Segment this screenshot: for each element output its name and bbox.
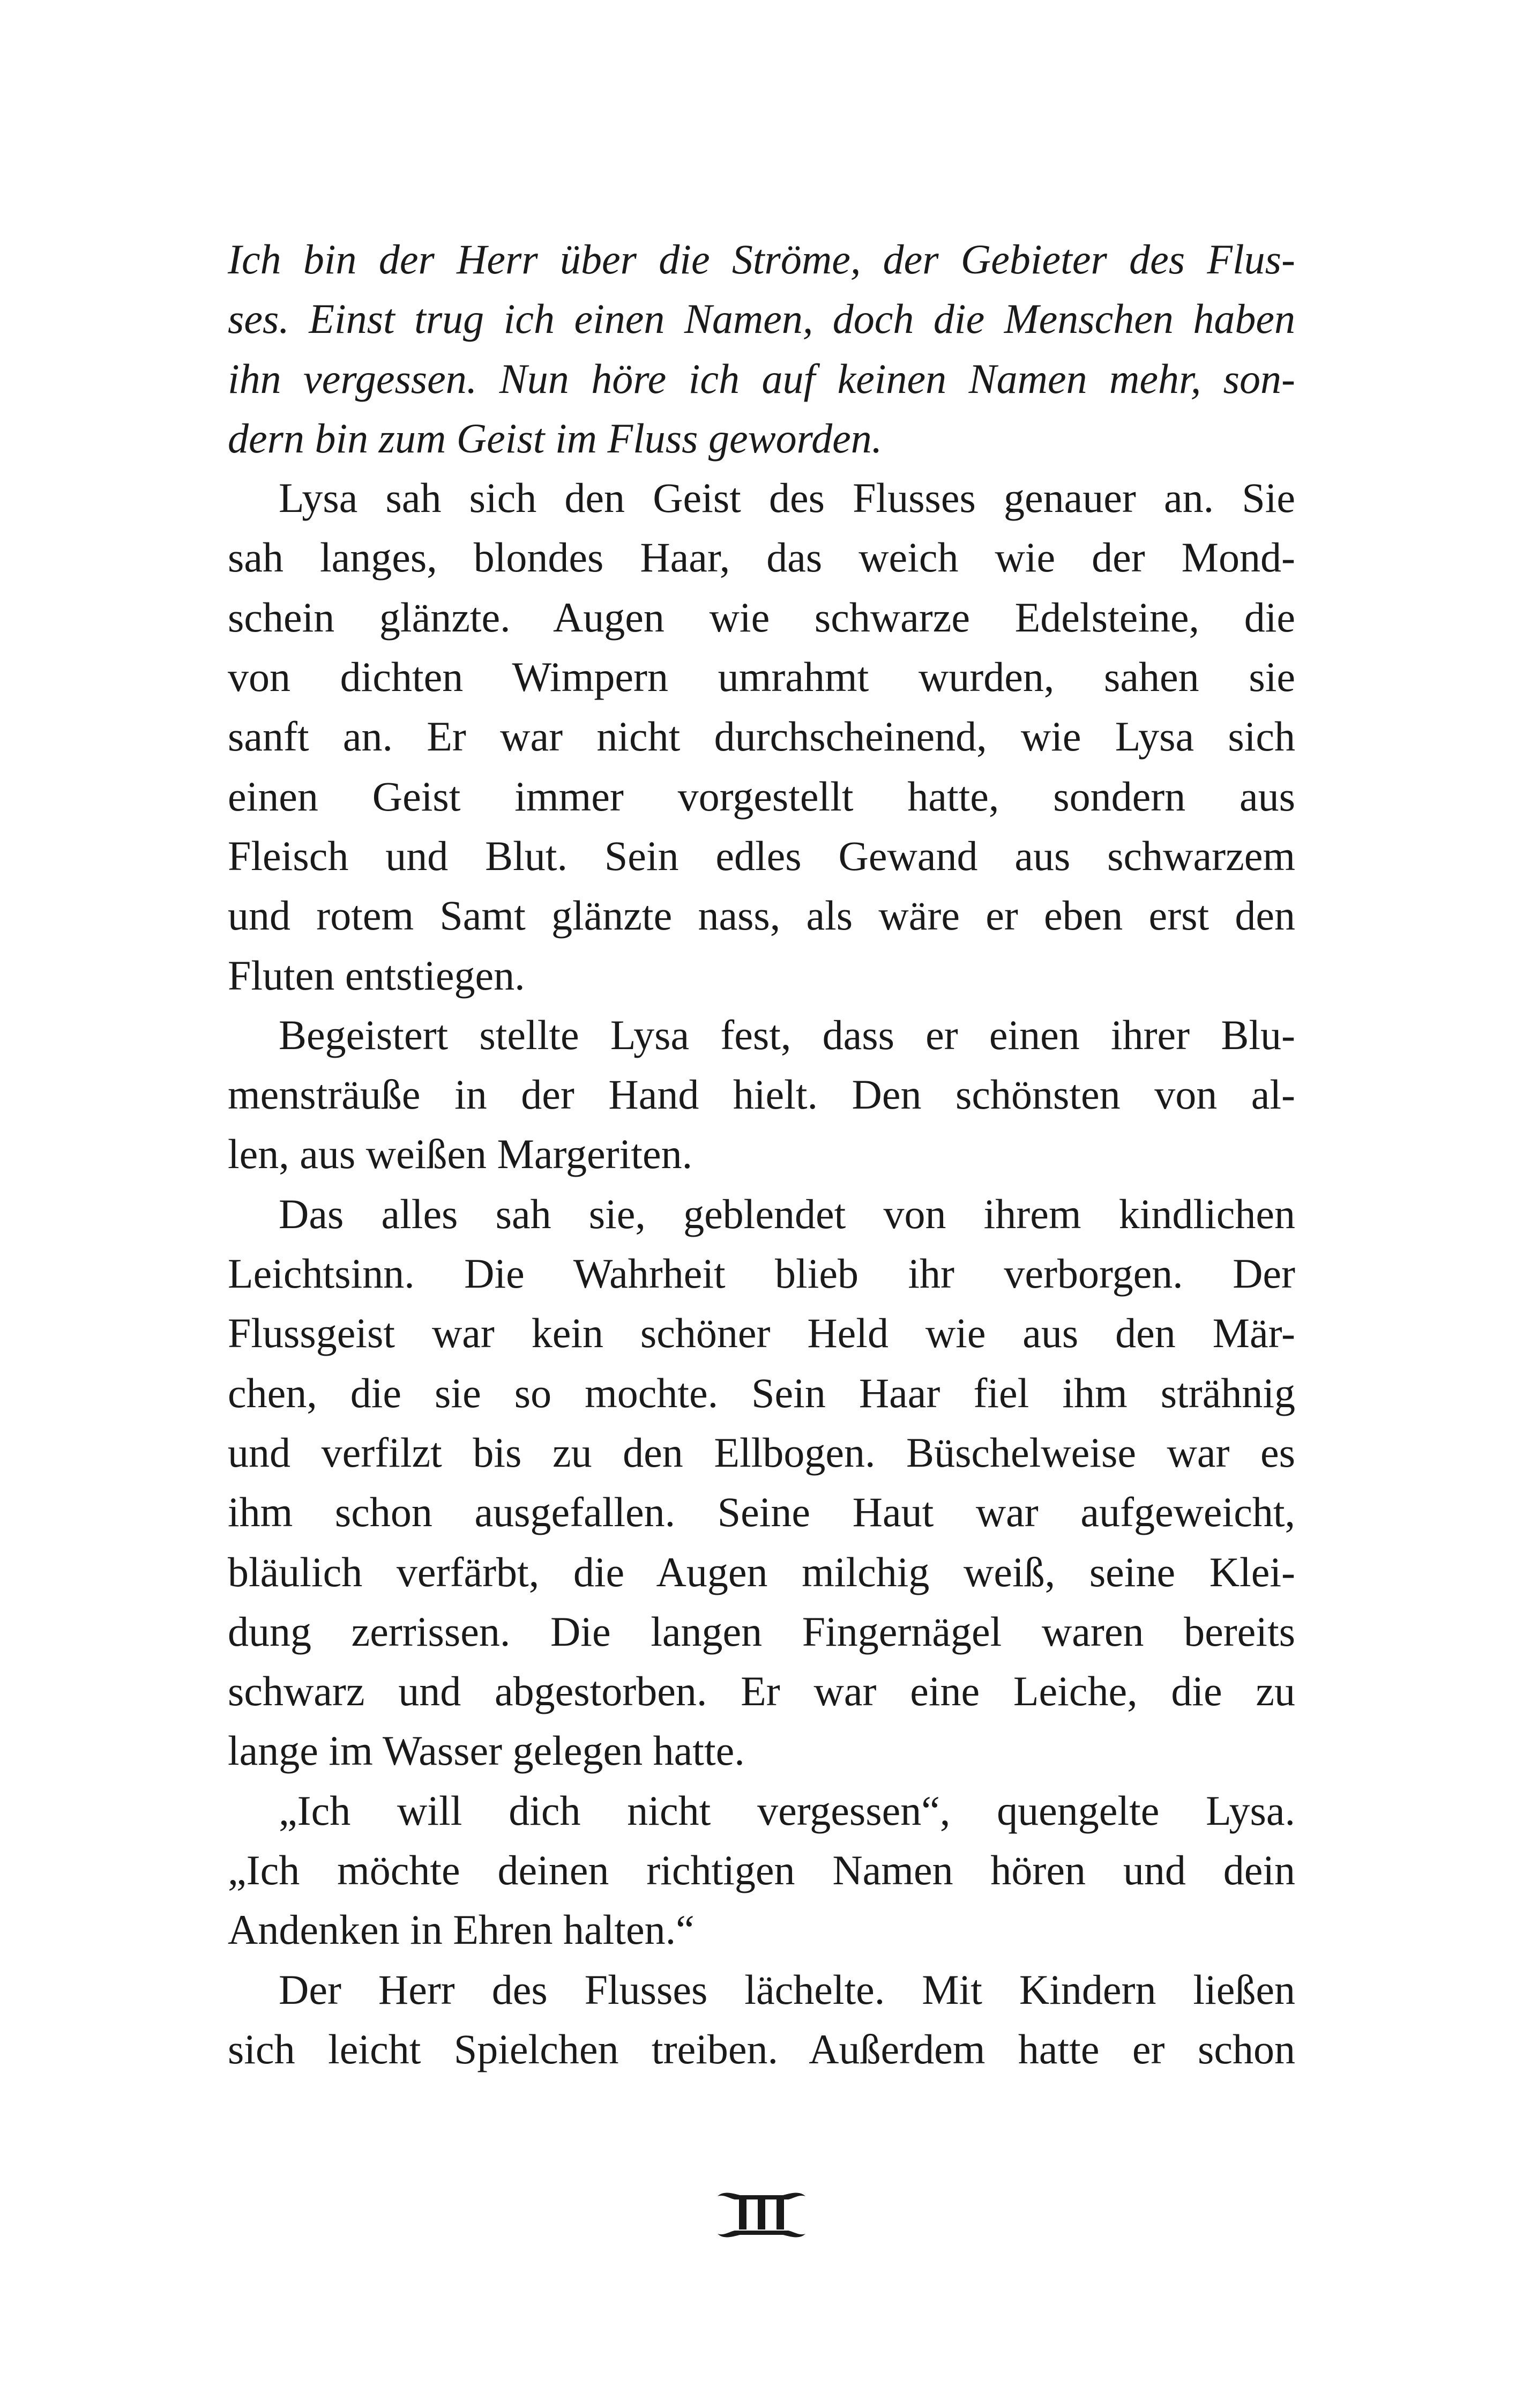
body-text: [228, 229, 1295, 2079]
text-line: und verfilzt bis zu den Ellbogen. Büschelweise war es: [228, 1429, 1295, 1476]
numeral-stroke-1: [739, 2198, 746, 2229]
text-line: ses. Einst trug ich einen Namen, doch die Menschen haben: [228, 295, 1295, 343]
numeral-stroke-2: [758, 2198, 765, 2229]
paragraph: [228, 1781, 1295, 1960]
text-line: sanft an. Er war nicht durchscheinend, wie Lysa sich: [228, 713, 1295, 760]
text-line: „Ich will dich nicht vergessen“, quengelte Lysa.: [279, 1787, 1295, 1834]
text-line: dern bin zum Geist im Fluss geworden.: [228, 414, 883, 462]
ornamental-roman-numeral-page-number: [708, 2184, 815, 2243]
text-line: Fluten entstiegen.: [228, 952, 525, 999]
text-line: Leichtsinn. Die Wahrheit blieb ihr verborgen. Der: [228, 1250, 1295, 1297]
text-line: einen Geist immer vorgestellt hatte, sondern aus: [228, 772, 1295, 820]
text-line: ihm schon ausgefallen. Seine Haut war aufgeweicht,: [228, 1489, 1295, 1536]
text-line: Begeistert stellte Lysa fest, dass er einen ihrer Blu-: [279, 1011, 1295, 1058]
text-line: bläulich verfärbt, die Augen milchig weiß, seine Klei-: [228, 1548, 1295, 1595]
text-line: Das alles sah sie, geblendet von ihrem kindlichen: [279, 1190, 1295, 1237]
paragraph: [228, 1960, 1295, 2079]
text-line: schein glänzte. Augen wie schwarze Edelsteine, die: [228, 593, 1295, 641]
text-line: Der Herr des Flusses lächelte. Mit Kindern ließen: [279, 1966, 1295, 2013]
text-line: dung zerrissen. Die langen Fingernägel waren bereits: [228, 1608, 1295, 1655]
text-line: Ich bin der Herr über die Ströme, der Gebieter des Flus-: [228, 236, 1295, 283]
text-line: sah langes, blondes Haar, das weich wie der Mond-: [228, 534, 1295, 581]
text-line: und rotem Samt glänzte nass, als wäre er eben erst den: [228, 892, 1295, 939]
text-line: mensträuße in der Hand hielt. Den schönsten von al-: [228, 1071, 1295, 1118]
text-line: „Ich möchte deinen richtigen Namen hören und dein: [228, 1847, 1295, 1894]
text-line: Andenken in Ehren halten.“: [228, 1906, 695, 1953]
text-line: ihn vergessen. Nun höre ich auf keinen Namen mehr, son-: [228, 355, 1295, 402]
text-line: Flussgeist war kein schöner Held wie aus den Mär-: [228, 1310, 1295, 1357]
italic-paragraph: [228, 229, 1295, 468]
paragraph: [228, 468, 1295, 1005]
ornament-bottom-bar: [718, 2231, 805, 2237]
text-line: Fleisch und Blut. Sein edles Gewand aus schwarzem: [228, 832, 1295, 879]
text-line: len, aus weißen Margeriten.: [228, 1131, 693, 1178]
text-line: sich leicht Spielchen treiben. Außerdem hatte er schon: [228, 2025, 1295, 2072]
paragraph: [228, 1184, 1295, 1781]
text-line: von dichten Wimpern umrahmt wurden, sahen sie: [228, 653, 1295, 701]
numeral-stroke-3: [777, 2198, 784, 2229]
page-number: [708, 2184, 815, 2243]
text-line: Lysa sah sich den Geist des Flusses genauer an. Sie: [279, 474, 1295, 522]
text-line: lange im Wasser gelegen hatte.: [228, 1727, 745, 1774]
text-line: schwarz und abgestorben. Er war eine Leiche, die zu: [228, 1668, 1295, 1715]
text-line: chen, die sie so mochte. Sein Haar fiel ihm strähnig: [228, 1369, 1295, 1416]
paragraph: [228, 1005, 1295, 1184]
